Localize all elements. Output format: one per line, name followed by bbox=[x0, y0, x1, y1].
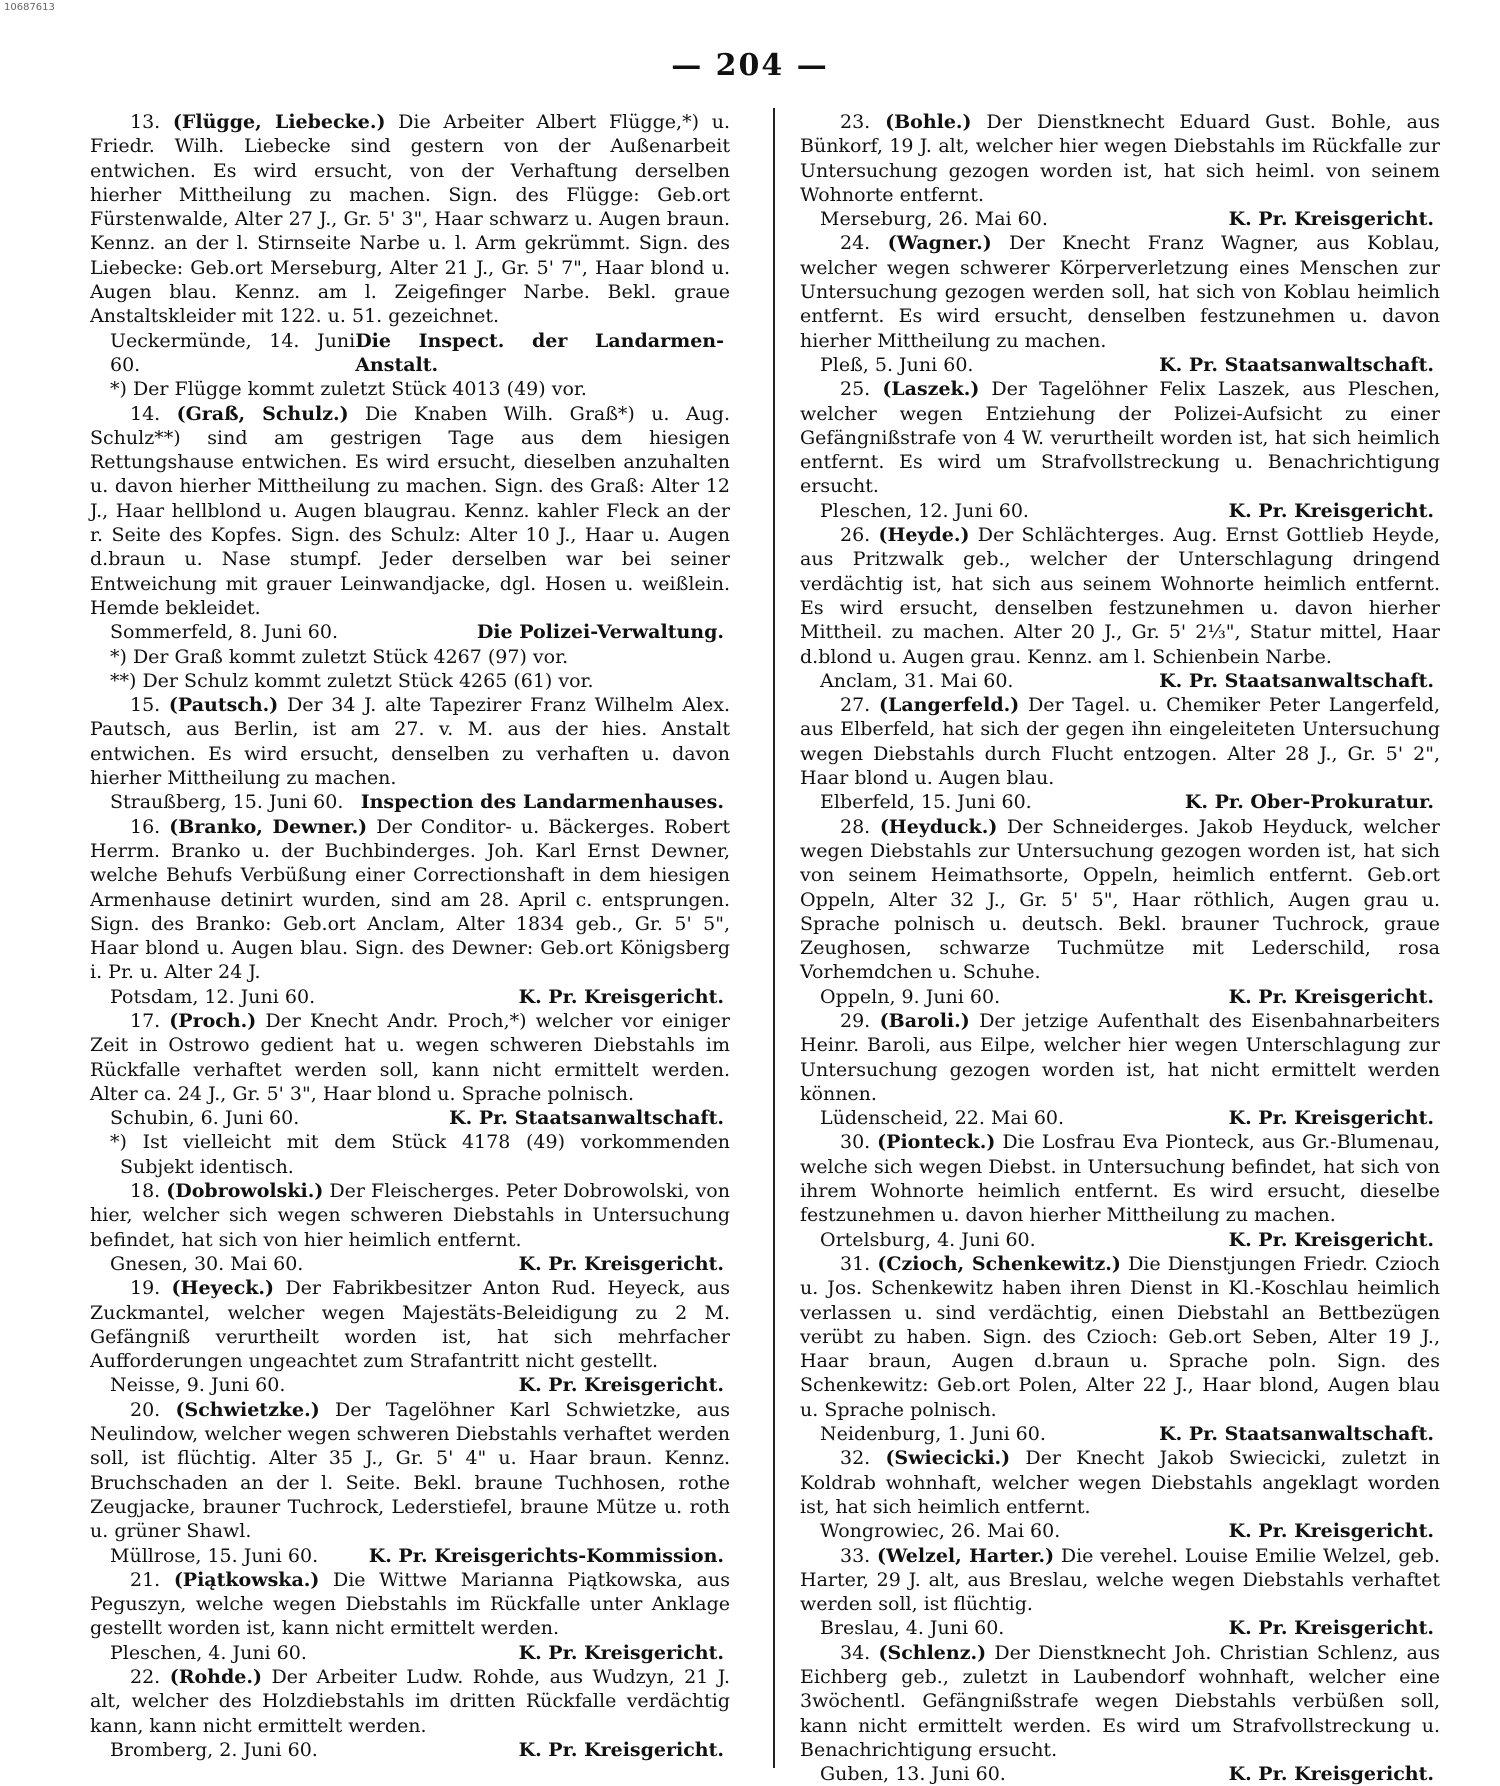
issuing-authority: K. Pr. Kreisgericht. bbox=[518, 1374, 724, 1397]
notice-text: Die verehel. Louise Emilie Welzel, geb. Harter, 29 J. alt, aus Breslau, welche wegen Diebstahls verhaftet werden soll, ist flüchtig. bbox=[800, 1544, 1440, 1616]
notice-number: 25. bbox=[840, 378, 871, 401]
issuing-authority: K. Pr. Staatsanwaltschaft. bbox=[1159, 1423, 1434, 1446]
notice-names: (Langerfeld.) bbox=[878, 694, 1020, 717]
notice-text: Der Knecht Jakob Swiecicki, zuletzt in Koldrab wohnhaft, welcher wegen Diebstahls angeklagt worden ist, hat sich heimlich entfernt. bbox=[800, 1447, 1440, 1518]
notice-number: 30. bbox=[840, 1131, 871, 1154]
notice-text: Der Schlächterges. Aug. Ernst Gottlieb Heyde, aus Pritzwalk geb., welcher der Unterschlagung dringend verdächtig ist, hat sich aus seinem Wohnorte heimlich entfernt. Es wird ersucht, denselben festzunehmen u. davon hierher Mittheil. zu machen. Alter 20 J., Gr. 5' 2⅓", Statur mittel, Haar d.blond u. Augen grau. Kennz. am l. Schienbein Narbe. bbox=[800, 524, 1440, 668]
notice-signature bbox=[90, 1641, 730, 1665]
notice-number: 27. bbox=[840, 694, 871, 717]
issuing-authority: K. Pr. Kreisgericht. bbox=[518, 1252, 724, 1275]
notice-signature bbox=[800, 790, 1440, 814]
notice-text: Der Arbeiter Ludw. Rohde, aus Wudzyn, 21 J. alt, welcher des Holzdiebstahls im dritten Rückfalle verdächtig kann, kann nicht ermittelt werden. bbox=[90, 1666, 730, 1737]
notice-names: (Schlenz.) bbox=[878, 1641, 987, 1664]
notice-signature bbox=[90, 790, 730, 814]
issuing-authority: K. Pr. Ober-Prokuratur. bbox=[1184, 791, 1434, 814]
notice-entry bbox=[800, 110, 1440, 231]
notice-names: (Schwietzke.) bbox=[175, 1398, 320, 1421]
notice-entry bbox=[90, 1398, 730, 1568]
notice-number: 26. bbox=[840, 524, 871, 547]
place-date: Oppeln, 9. Juni 60. bbox=[820, 985, 1001, 1008]
notice-names: (Laszek.) bbox=[882, 378, 980, 401]
notice-signature bbox=[90, 1373, 730, 1397]
notice-signature bbox=[90, 329, 730, 378]
issuing-authority: K. Pr. Kreisgericht. bbox=[518, 1641, 724, 1664]
notice-number: 19. bbox=[130, 1277, 161, 1300]
notice-text: Die Dienstjungen Friedr. Czioch u. Jos. Schenkewitz haben ihren Dienst in Kl.-Koschlau heimlich verlassen u. sind verdächtig, einen Diebstahl an Bettbezügen verübt zu haben. Sign. des Czioch: Geb.ort Seben, Alter 19 J., Haar braun, Augen d.braun u. Sprache poln. Sign. des Schenkewitz: Geb.ort Polen, Alter 22 J., Haar blond, Augen blau u. Sprache polnisch. bbox=[800, 1252, 1440, 1421]
notice-number: 13. bbox=[130, 111, 161, 133]
notice-body bbox=[90, 1179, 730, 1252]
place-date: Pleschen, 12. Juni 60. bbox=[820, 499, 1029, 522]
notice-names: (Heyde.) bbox=[878, 524, 970, 547]
place-date: Merseburg, 26. Mai 60. bbox=[820, 208, 1048, 231]
notice-body bbox=[800, 231, 1440, 352]
place-date: Gnesen, 30. Mai 60. bbox=[110, 1252, 304, 1275]
notice-number: 14. bbox=[130, 402, 161, 425]
notice-signature bbox=[800, 207, 1440, 231]
notice-entry bbox=[800, 1544, 1440, 1641]
notice-text: Der Dienstknecht Eduard Gust. Bohle, aus Bünkorf, 19 J. alt, welcher hier wegen Diebstahls im Rückfalle zur Untersuchung gezogen worden ist, hat sich heiml. von seinem Wohnorte entfernt. bbox=[800, 111, 1440, 206]
notice-number: 20. bbox=[130, 1398, 161, 1421]
issuing-authority: K. Pr. Kreisgericht. bbox=[518, 985, 724, 1008]
issuing-authority: K. Pr. Kreisgericht. bbox=[1228, 499, 1434, 522]
notice-body bbox=[800, 1544, 1440, 1617]
notice-names: (Bohle.) bbox=[885, 111, 972, 133]
notice-text: Der Knecht Franz Wagner, aus Koblau, welcher wegen schwerer Körperverletzung eines Menschen zur Untersuchung gezogen werden soll, hat sich von Koblau heimlich entfernt. Es wird ersucht, denselben festzunehmen u. davon hierher Mittheilung zu machen. bbox=[800, 232, 1441, 352]
notice-text: Die Wittwe Marianna Piątkowska, aus Peguszyn, welche wegen Diebstahls im Rückfalle unter Anklage gestellt worden ist, kann nicht ermittelt werden. bbox=[90, 1568, 730, 1640]
notice-body bbox=[90, 815, 730, 985]
notice-body bbox=[90, 402, 730, 621]
place-date: Pleschen, 4. Juni 60. bbox=[110, 1641, 307, 1664]
place-date: Sommerfeld, 8. Juni 60. bbox=[110, 621, 338, 644]
notice-body bbox=[90, 693, 730, 790]
notice-text: Die Arbeiter Albert Flügge,*) u. Friedr. Wilh. Liebecke sind gestern von der Außenarbeit entwichen. Es wird ersucht, von der Verhaftung derselben hierher Mittheilung zu machen. Sign. des Flügge: Geb.ort Fürstenwalde, Alter 27 J., Gr. 5' 3", Haar schwarz u. Augen braun. Kennz. an der l. Stirnseite Narbe u. l. Arm gekrümmt. Sign. des Liebecke: Geb.ort Merseburg, Alter 21 J., Gr. 5' 7", Haar blond u. Augen blau. Kennz. am l. Zeigefinger Narbe. Bekl. graue Anstaltskleider mit 122. u. 51. gezeichnet. bbox=[90, 111, 730, 328]
notice-names: (Heyduck.) bbox=[879, 815, 998, 838]
notice-entry bbox=[800, 1641, 1440, 1786]
notice-text: Der Tagelöhner Felix Laszek, aus Pleschen, welcher wegen Entziehung der Polizei-Aufsicht zu einer Gefängnißstrafe von 4 W. verurtheilt worden ist, hat sich heimlich entfernt. Es wird um Strafvollstreckung u. Benachrichtigung ersucht. bbox=[800, 378, 1440, 498]
place-date: Potsdam, 12. Juni 60. bbox=[110, 985, 316, 1008]
notice-signature bbox=[90, 1738, 730, 1762]
notice-body bbox=[800, 1252, 1440, 1422]
place-date: Breslau, 4. Juni 60. bbox=[820, 1617, 1005, 1640]
scan-id: 10687613 bbox=[4, 2, 55, 13]
issuing-authority: K. Pr. Kreisgericht. bbox=[1228, 985, 1434, 1008]
notice-names: (Graß, Schulz.) bbox=[176, 402, 349, 425]
notice-names: (Piątkowska.) bbox=[173, 1568, 320, 1591]
notice-text: Der Fleischerges. Peter Dobrowolski, von hier, welcher sich wegen schweren Diebstahls in Untersuchung befindet, hat sich von hier heimlich entfernt. bbox=[90, 1180, 730, 1251]
place-date: Guben, 13. Juni 60. bbox=[820, 1763, 1006, 1786]
notice-number: 33. bbox=[840, 1544, 871, 1567]
notice-number: 16. bbox=[130, 815, 161, 838]
issuing-authority: K. Pr. Staatsanwaltschaft. bbox=[449, 1107, 724, 1130]
notice-body bbox=[800, 1446, 1440, 1519]
notice-entry bbox=[90, 693, 730, 814]
notice-body bbox=[800, 1641, 1440, 1762]
notice-entry bbox=[800, 1009, 1440, 1130]
notice-entry bbox=[90, 1568, 730, 1665]
notice-entry bbox=[800, 815, 1440, 1009]
place-date: Neidenburg, 1. Juni 60. bbox=[820, 1423, 1046, 1446]
right-column bbox=[800, 110, 1441, 1786]
notice-text: Der Schneiderges. Jakob Heyduck, welcher wegen Diebstahls zur Untersuchung gezogen worden ist, hat sich von seinem Heimathsorte, Oppeln, heimlich entfernt. Geb.ort Oppeln, Alter 32 J., Gr. 5' 5", Haar röthlich, Augen grau u. Sprache polnisch u. deutsch. Bekl. brauner Tuchrock, graue Zeughosen, schwarze Tuchmütze mit Lederschild, rosa Vorhemdchen u. Schuhe. bbox=[800, 815, 1440, 984]
notice-text: Die Losfrau Eva Pionteck, aus Gr.-Blumenau, welche sich wegen Diebst. in Untersuchung befindet, hat sich von ihrem Wohnorte heimlich entfernt. Es wird ersucht, dieselbe festzunehmen u. davon hierher Mittheilung zu machen. bbox=[800, 1131, 1440, 1227]
notice-names: (Welzel, Harter.) bbox=[876, 1544, 1055, 1567]
notice-number: 22. bbox=[130, 1666, 161, 1688]
notice-signature bbox=[800, 1762, 1440, 1786]
notice-entry bbox=[90, 815, 730, 1009]
notice-entry bbox=[800, 1252, 1440, 1446]
notice-text: Der Tagel. u. Chemiker Peter Langerfeld, aus Elberfeld, hat sich der gegen ihn eingeleiteten Untersuchung wegen Diebstahls durch Flucht entzogen. Alter 28 J., Gr. 5' 2", Haar blond u. Augen blau. bbox=[800, 694, 1440, 790]
notice-text: Der Knecht Andr. Proch,*) welcher vor einiger Zeit in Ostrowo gedient hat u. wegen schweren Diebstahls im Rückfalle verhaftet werden soll, kann nicht ermittelt werden. Alter ca. 24 J., Gr. 5' 3", Haar blond u. Sprache polnisch. bbox=[90, 1009, 730, 1105]
notice-entry bbox=[90, 1009, 730, 1179]
notice-signature bbox=[800, 669, 1440, 693]
notice-signature bbox=[800, 1616, 1440, 1640]
notice-number: 21. bbox=[130, 1568, 161, 1591]
notice-number: 23. bbox=[840, 111, 871, 133]
footnote: *) Ist vielleicht mit dem Stück 4178 (49) vorkommenden Subjekt identisch. bbox=[110, 1131, 730, 1178]
notice-body bbox=[800, 110, 1440, 207]
notice-entry bbox=[800, 1130, 1440, 1251]
notice-number: 32. bbox=[840, 1447, 871, 1470]
notice-signature bbox=[800, 985, 1440, 1009]
notice-text: Der Tagelöhner Karl Schwietzke, aus Neulindow, welcher wegen schweren Diebstahls verhaftet werden soll, ist flüchtig. Alter 35 J., Gr. 5' 4" u. Haar braun. Kennz. Bruchschaden an der l. Seite. Bekl. braune Tuchhosen, rothe Zeugjacke, brauner Tuchrock, Lederstiefel, braune Mütze u. roth u. grüner Shawl. bbox=[90, 1398, 730, 1543]
notice-body bbox=[90, 1276, 730, 1373]
notice-number: 24. bbox=[840, 232, 871, 255]
footnote: **) Der Schulz kommt zuletzt Stück 4265 (61) vor. bbox=[110, 669, 594, 692]
notice-number: 29. bbox=[840, 1009, 871, 1032]
notice-body bbox=[90, 110, 730, 329]
issuing-authority: K. Pr. Kreisgericht. bbox=[1228, 1617, 1434, 1640]
notice-text: Der Conditor- u. Bäckerges. Robert Herrm. Branko u. der Buchbinderges. Joh. Karl Ernst Dewner, welche Behufs Verbüßung einer Correctionshaft in dem hiesigen Armenhause detinirt wurden, sind am 28. April c. entsprungen. Sign. des Branko: Geb.ort Anclam, Alter 1834 geb., Gr. 5' 5", Haar blond u. Augen blau. Sign. des Dewner: Geb.ort Königsberg i. Pr. u. Alter 24 J. bbox=[90, 815, 730, 984]
notice-text: Der jetzige Aufenthalt des Eisenbahnarbeiters Heinr. Baroli, aus Eilpe, welcher hier wegen Unterschlagung zur Untersuchung gezogen worden ist, hat nicht ermittelt werden können. bbox=[800, 1009, 1440, 1105]
notice-signature bbox=[800, 1519, 1440, 1543]
notice-signature bbox=[800, 1228, 1440, 1252]
issuing-authority: Die Polizei-Verwaltung. bbox=[476, 621, 724, 644]
notice-number: 15. bbox=[130, 694, 161, 717]
notice-entry bbox=[90, 1665, 730, 1762]
notice-signature bbox=[90, 1544, 730, 1568]
notice-number: 17. bbox=[130, 1009, 161, 1032]
issuing-authority: Die Inspect. der Landarmen-Anstalt. bbox=[355, 329, 724, 376]
notice-signature bbox=[800, 353, 1440, 377]
notice-text: Der Dienstknecht Joh. Christian Schlenz, aus Eichberg geb., zuletzt in Laubendorf wohnhaft, welcher eine 3wöchentl. Gefängnißstrafe wegen Diebstahls verbüßen soll, kann nicht ermittelt werden. Es wird um Strafvollstreckung u. Benachrichtigung ersucht. bbox=[800, 1641, 1440, 1761]
issuing-authority: K. Pr. Kreisgerichts-Kommission. bbox=[368, 1544, 724, 1567]
issuing-authority: K. Pr. Kreisgericht. bbox=[1228, 1520, 1434, 1543]
notice-body bbox=[800, 815, 1440, 985]
notice-body bbox=[90, 1398, 730, 1544]
issuing-authority: K. Pr. Kreisgericht. bbox=[1228, 1763, 1434, 1786]
notice-entry bbox=[90, 1276, 730, 1397]
place-date: Müllrose, 15. Juni 60. bbox=[110, 1544, 319, 1567]
place-date: Ueckermünde, 14. Juni 60. bbox=[110, 329, 356, 376]
footnote: *) Der Graß kommt zuletzt Stück 4267 (97) vor. bbox=[110, 645, 569, 668]
notice-names: (Rohde.) bbox=[169, 1666, 262, 1688]
place-date: Elberfeld, 15. Juni 60. bbox=[820, 791, 1032, 814]
issuing-authority: K. Pr. Staatsanwaltschaft. bbox=[1159, 669, 1434, 692]
notice-number: 28. bbox=[840, 815, 871, 838]
left-column bbox=[90, 110, 730, 1770]
notice-body bbox=[800, 1009, 1440, 1106]
notice-entry bbox=[800, 693, 1440, 814]
page-number: — 204 — bbox=[671, 48, 829, 83]
issuing-authority: Inspection des Landarmenhauses. bbox=[360, 791, 724, 814]
notice-signature bbox=[90, 1252, 730, 1276]
place-date: Pleß, 5. Juni 60. bbox=[820, 353, 974, 376]
notice-signature bbox=[800, 1422, 1440, 1446]
notice-names: (Branko, Dewner.) bbox=[169, 815, 368, 838]
notice-entry bbox=[90, 1179, 730, 1276]
place-date: Anclam, 31. Mai 60. bbox=[820, 669, 1014, 692]
notice-entry bbox=[800, 377, 1440, 523]
notice-text: Die Knaben Wilh. Graß*) u. Aug. Schulz**) sind am gestrigen Tage aus dem hiesigen Rettungshause entwichen. Es wird ersucht, dieselben anzuhalten u. davon hierher Mittheilung zu machen. Sign. des Graß: Alter 12 J., Haar hellblond u. Augen blaugrau. Kennz. kahler Fleck an der r. Seite des Kopfes. Sign. des Schulz: Alter 10 J., Haar u. Augen d.braun u. Nase stumpf. Jeder derselben war bei seiner Entweichung mit grauer Leinwandjacke, dgl. Hosen u. weißlein. Hemde bekleidet. bbox=[90, 402, 730, 619]
place-date: Ortelsburg, 4. Juni 60. bbox=[820, 1228, 1036, 1251]
notice-body bbox=[90, 1665, 730, 1738]
notice-signature bbox=[800, 499, 1440, 523]
place-date: Neisse, 9. Juni 60. bbox=[110, 1374, 286, 1397]
notice-signature bbox=[90, 1106, 730, 1130]
notice-entry bbox=[90, 402, 730, 694]
issuing-authority: K. Pr. Kreisgericht. bbox=[1228, 208, 1434, 231]
notice-body bbox=[800, 377, 1440, 498]
issuing-authority: K. Pr. Staatsanwaltschaft. bbox=[1159, 353, 1434, 376]
notice-entry bbox=[800, 1446, 1440, 1543]
place-date: Lüdenscheid, 22. Mai 60. bbox=[820, 1107, 1065, 1130]
issuing-authority: K. Pr. Kreisgericht. bbox=[1228, 1107, 1434, 1130]
notice-names: (Swiecicki.) bbox=[885, 1447, 1011, 1470]
notice-body bbox=[800, 523, 1440, 669]
notice-body bbox=[800, 693, 1440, 790]
issuing-authority: K. Pr. Kreisgericht. bbox=[518, 1738, 724, 1761]
notice-number: 31. bbox=[840, 1252, 871, 1275]
notice-number: 34. bbox=[840, 1641, 871, 1664]
notice-names: (Proch.) bbox=[169, 1009, 257, 1032]
notice-names: (Flügge, Liebecke.) bbox=[172, 111, 386, 133]
footnote: *) Der Flügge kommt zuletzt Stück 4013 (49) vor. bbox=[110, 378, 587, 401]
place-date: Straußberg, 15. Juni 60. bbox=[110, 791, 344, 814]
notice-body bbox=[90, 1009, 730, 1106]
notice-names: (Pionteck.) bbox=[877, 1131, 996, 1154]
notice-names: (Dobrowolski.) bbox=[166, 1180, 324, 1203]
column-divider bbox=[773, 108, 775, 1768]
notice-names: (Heyeck.) bbox=[171, 1277, 275, 1300]
notice-signature bbox=[90, 620, 730, 644]
notice-body bbox=[800, 1130, 1440, 1227]
notice-entry bbox=[800, 231, 1440, 377]
notice-names: (Czioch, Schenkewitz.) bbox=[877, 1252, 1121, 1275]
notice-entry bbox=[90, 110, 730, 402]
place-date: Bromberg, 2. Juni 60. bbox=[110, 1738, 318, 1761]
notice-names: (Wagner.) bbox=[887, 232, 992, 255]
place-date: Schubin, 6. Juni 60. bbox=[110, 1107, 300, 1130]
notice-number: 18. bbox=[130, 1180, 161, 1203]
place-date: Wongrowiec, 26. Mai 60. bbox=[820, 1520, 1061, 1543]
notice-text: Der 34 J. alte Tapezirer Franz Wilhelm Alex. Pautsch, aus Berlin, ist am 27. v. M. aus der hies. Anstalt entwichen. Es wird ersucht, denselben zu verhaften u. davon hierher Mittheilung zu machen. bbox=[90, 694, 731, 790]
issuing-authority: K. Pr. Kreisgericht. bbox=[1228, 1228, 1434, 1251]
notice-names: (Baroli.) bbox=[879, 1009, 970, 1032]
notice-signature bbox=[800, 1106, 1440, 1130]
notice-entry bbox=[800, 523, 1440, 693]
notice-body bbox=[90, 1568, 730, 1641]
notice-names: (Pautsch.) bbox=[168, 694, 279, 717]
notice-signature bbox=[90, 985, 730, 1009]
notice-text: Der Fabrikbesitzer Anton Rud. Heyeck, aus Zuckmantel, welcher wegen Majestäts-Beleidigung zu 2 M. Gefängniß verurtheilt worden ist, hat sich mehrfacher Aufforderungen ungeachtet zum Strafantritt nicht gestellt. bbox=[90, 1277, 730, 1373]
